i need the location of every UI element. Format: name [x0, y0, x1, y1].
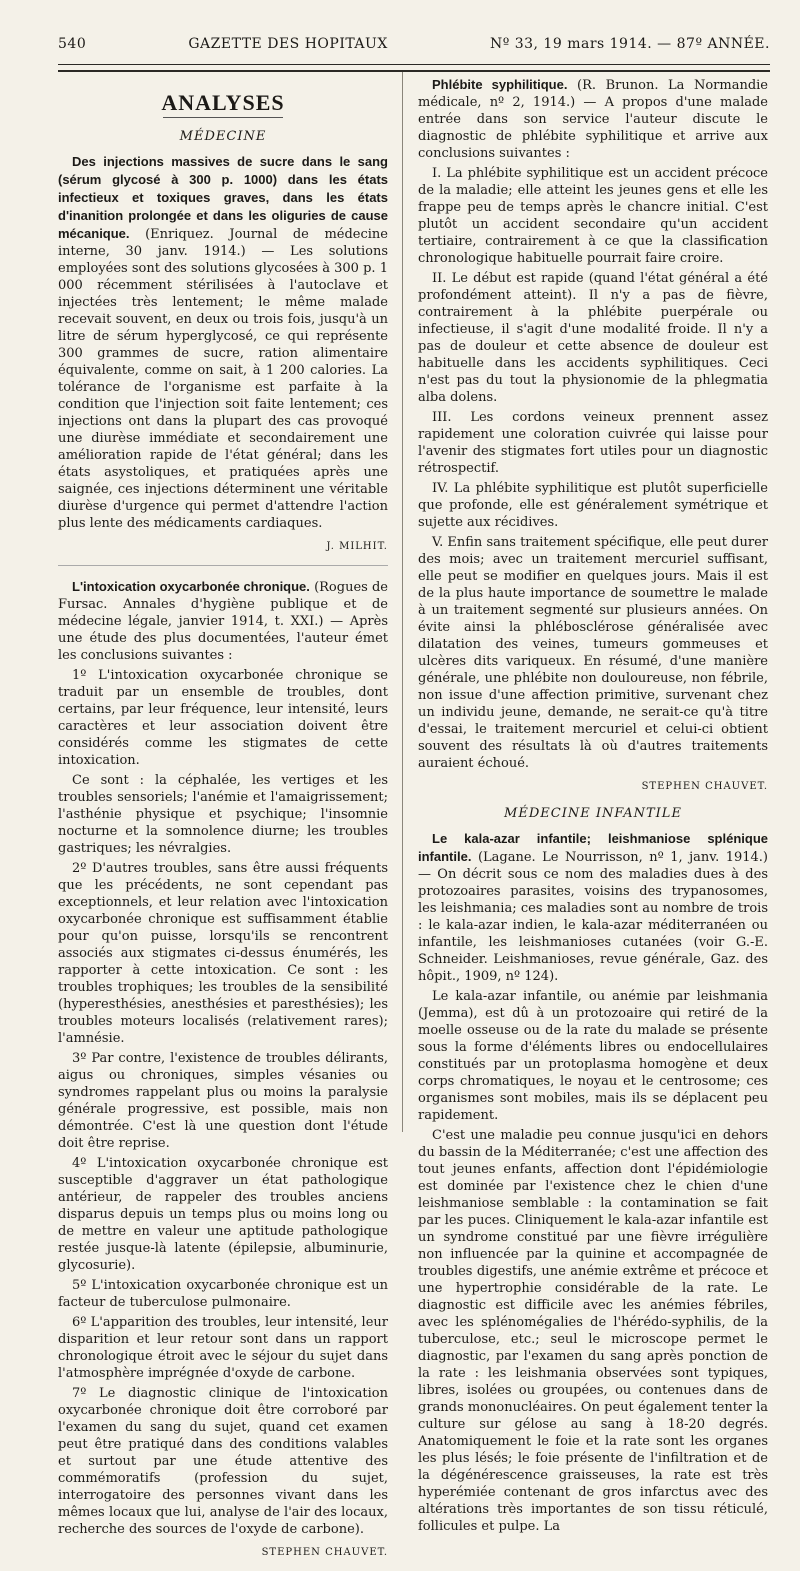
article-paragraph: III. Les cordons veineux prennent assez rapidement une coloration cuivrée qui laisse pour l'avenir des stigmates fort utiles pour un diagnostic rétrospectif.: [418, 410, 768, 476]
article-intro: — Après une étude des plus documentées, l'auteur émet les conclusions suivantes :: [58, 614, 389, 663]
page-number: 540: [58, 36, 87, 52]
article-paragraph: Le kala-azar infantile, ou anémie par leishmania (Jemma), est dû à un protozoaire qui retiré de la moelle osseuse ou de la rate du malade se présente sous la forme d'éléments libres ou endocellulaires constitués par un protoplasma homogène et deux corps chromatiques, le noyau et le centrosome; ces organismes sont mobiles, mais ils se déplacent peu rapidement.: [418, 989, 768, 1123]
article-injections: [58, 153, 388, 532]
article-signature: J. MILHIT.: [326, 541, 388, 552]
article-intro: — A propos d'une malade entrée dans son service l'auteur discute le diagnostic de phlébite syphilitique et arrive aux conclusions suivantes :: [418, 95, 769, 161]
article-signature: STEPHEN CHAUVET.: [261, 1547, 388, 1558]
article-paragraph: 2º D'autres troubles, sans être aussi fréquents que les précédents, ne sont cependant pas exceptionnels, et leur relation avec l'intoxication oxycarbonée chronique est suffisamment établie pour qu'on puisse, lorsqu'ils se rencontrent associés aux stigmates ci-dessus énumérés, les rapporter à cette intoxication. Ce sont : les troubles trophiques; les troubles de la sensibilité (hyperesthésies, anesthésies et paresthésies); les troubles moteurs localisés (relativement rares); l'amnésie.: [58, 861, 388, 1046]
right-column: [418, 76, 768, 1538]
page-header: [58, 36, 770, 64]
article-paragraph: 7º Le diagnostic clinique de l'intoxication oxycarbonée chronique doit être corroboré par l'examen du sang du sujet, quand cet examen peut être pratiqué dans des conditions valables et surtout par une étude attentive des commémoratifs (profession du sujet, interrogatoire des personnes vivant dans les mêmes locaux que lui, analyse de l'air des locaux, recherche des sources de l'oxyde de carbone).: [58, 1386, 388, 1537]
journal-title: GAZETTE DES HOPITAUX: [188, 36, 388, 52]
article-paragraph: 1º L'intoxication oxycarbonée chronique se traduit par un ensemble de troubles, dont certains, par leur fréquence, leur intensité, leurs caractères et leur association doivent être considérés comme les stigmates de cette intoxication.: [58, 668, 388, 768]
article-oxycarbone: [58, 578, 388, 664]
article-reference: (Enriquez. Journal de médecine interne, 30 janv. 1914.): [58, 227, 388, 259]
article-title: Phlébite syphilitique.: [432, 77, 568, 92]
article-paragraph: II. Le début est rapide (quand l'état général a été profondément atteint). Il n'y a pas de fièvre, contrairement à la phlébite puerpérale ou infectieuse, il s'agit d'une modalité froide. Il n'y a pas de douleur et cette absence de douleur est habituelle dans les accidents syphilitiques. Ceci n'est pas du tout la physionomie de la phlegmatia alba dolens.: [418, 271, 768, 405]
article-title: Le kala-azar infantile; leishmaniose splénique infantile.: [418, 831, 768, 864]
article-paragraph: IV. La phlébite syphilitique est plutôt superficielle que profonde, elle est généralement symétrique et sujette aux récidives.: [418, 481, 768, 530]
column-divider: [402, 72, 403, 1132]
article-paragraph: 4º L'intoxication oxycarbonée chronique est susceptible d'aggraver un état pathologique antérieur, de rappeler des troubles anciens disparus depuis un temps plus ou moins long ou de mettre en valeur une aptitude pathologique restée jusque-là latente (épilepsie, albuminurie, glycosurie).: [58, 1156, 388, 1273]
article-intro: — On décrit sous ce nom des maladies dues à des protozoaires parasites, voisins des trypanosomes, les leishmania; ces maladies sont au nombre de trois : le kala-azar indien, le kala-azar méditerranéen ou infantile, les leishmanioses cutanées (voir G.-E. Schneider. Leishmanioses, revue générale, Gaz. des hôpit., 1909, nº 124).: [418, 867, 768, 984]
article-paragraph: Ce sont : la céphalée, les vertiges et les troubles sensoriels; l'anémie et l'amaigrissement; l'asthénie physique et psychique; l'insomnie nocturne et la somnolence diurne; les troubles gastriques; les névralgies.: [58, 773, 388, 856]
article-divider: [58, 565, 388, 566]
section-rule: [163, 117, 283, 118]
header-rule: [58, 64, 770, 65]
subsection-title: MÉDECINE INFANTILE: [504, 806, 682, 821]
article-reference: (R. Brunon. La Normandie médicale, nº 2, 1914.): [418, 78, 769, 110]
article-signature: STEPHEN CHAUVET.: [641, 781, 768, 792]
article-paragraph: 5º L'intoxication oxycarbonée chronique est un facteur de tuberculose pulmonaire.: [58, 1278, 388, 1310]
article-paragraph: 6º L'apparition des troubles, leur intensité, leur disparition et leur retour sont dans un rapport chronologique étroit avec le séjour du sujet dans l'atmosphère imprégnée d'oxyde de carbone.: [58, 1315, 388, 1381]
article-reference: (Lagane. Le Nourrisson, nº 1, janv. 1914.): [477, 850, 768, 865]
left-column: [58, 76, 388, 1571]
issue-info: Nº 33, 19 mars 1914. — 87º ANNÉE.: [489, 36, 770, 52]
article-reference: (Rogues de Fursac. Annales d'hygiène publique et de médecine légale, janvier 1914, t. XXI.): [58, 580, 388, 629]
article-phlebite: [418, 76, 768, 162]
section-title: ANALYSES: [161, 90, 285, 115]
article-paragraph: V. Enfin sans traitement spécifique, elle peut durer des mois; avec un traitement mercuriel suffisant, elle peut se modifier en quelques jours. Mais il est de la plus haute importance de soumettre le malade à un traitement segmenté sur plusieurs années. On évite ainsi la phlébosclérose généralisée avec dilatation des veines, tumeurs gommeuses et ulcères dits variqueux. En résumé, d'une manière générale, une phlébite non douloureuse, non fébrile, non issue d'une affection primitive, survenant chez un individu jeune, demande, ne serait-ce qu'à titre d'essai, le traitement mercuriel et celui-ci obtient souvent des résultats là où d'autres traitements auraient échoué.: [418, 535, 768, 771]
article-paragraph: I. La phlébite syphilitique est un accident précoce de la maladie; elle atteint les jeunes gens et elle les frappe peu de temps après le chancre initial. C'est plutôt un accident secondaire qu'un accident tertiaire, contrairement à ce que la classification chronologique habituelle pourrait faire croire.: [418, 166, 768, 266]
subsection-title: MÉDECINE: [179, 129, 267, 144]
header-double-rule: [58, 70, 770, 72]
article-paragraph: 3º Par contre, l'existence de troubles délirants, aigus ou chroniques, simples vésanies ou syndromes rappelant plus ou moins la paralysie générale progressive, est possible, mais non démontrée. C'est là une question dont l'étude doit être reprise.: [58, 1051, 388, 1151]
article-paragraph: C'est une maladie peu connue jusqu'ici en dehors du bassin de la Méditerranée; c'est une affection des tout jeunes enfants, affection dont l'épidémiologie est dominée par l'existence chez le chien d'une leishmaniose semblable : la contamination se fait par les puces. Cliniquement le kala-azar infantile est un syndrome constitué par une fièvre irrégulière non influencée par la quinine et accompagnée de troubles digestifs, une anémie extrême et précoce et une hypertrophie considérable de la rate. Le diagnostic est difficile avec les anémies fébriles, avec les splénomégalies de l'hérédo-syphilis, de la tuberculose, etc.; seul le microscope permet le diagnostic, par l'examen du sang après ponction de la rate : les leishmania observées sont typiques, libres, isolées ou groupées, ou contenues dans de grands mononucléaires. On peut également tenter la culture sur gélose au sang à 18-20 degrés. Anatomiquement le foie et la rate sont les organes les plus lésés; le foie présente de l'infiltration et de la dégénérescence graisseuses, la rate est très hyperémiée contenant de gros infarctus avec des altérations très importantes de son tissu réticulé, follicules et pulpe. La: [418, 1128, 768, 1534]
article-kala-azar: [418, 830, 768, 985]
article-title: L'intoxication oxycarbonée chronique.: [72, 579, 310, 594]
article-text: — Les solutions employées sont des solutions glycosées à 300 p. 1 000 récemment stérilisées à l'autoclave et injectées très lentement; le même malade recevait souvent, en deux ou trois fois, jusqu'à un litre de sérum hyperglycosé, ce qui représente 300 grammes de sucre, ration alimentaire équivalente, comme on sait, à 1 200 calories. La tolérance de l'organisme est parfaite à la condition que l'injection soit faite lentement; ces injections ont dans la plupart des cas provoqué une diurèse immédiate et secondairement une amélioration rapide de l'état général; dans les états asystoliques, et pratiquées après une saignée, ces injections déterminent une véritable diurèse d'urgence qui permet d'attendre l'action plus lente des médicaments cardiaques.: [58, 244, 388, 531]
article-title: Des injections massives de sucre dans le sang (sérum glycosé à 300 p. 1000) dans les états infectieux et toxiques graves, dans les états d'inanition prolongée et dans les oliguries de cause mécanique.: [58, 154, 388, 241]
